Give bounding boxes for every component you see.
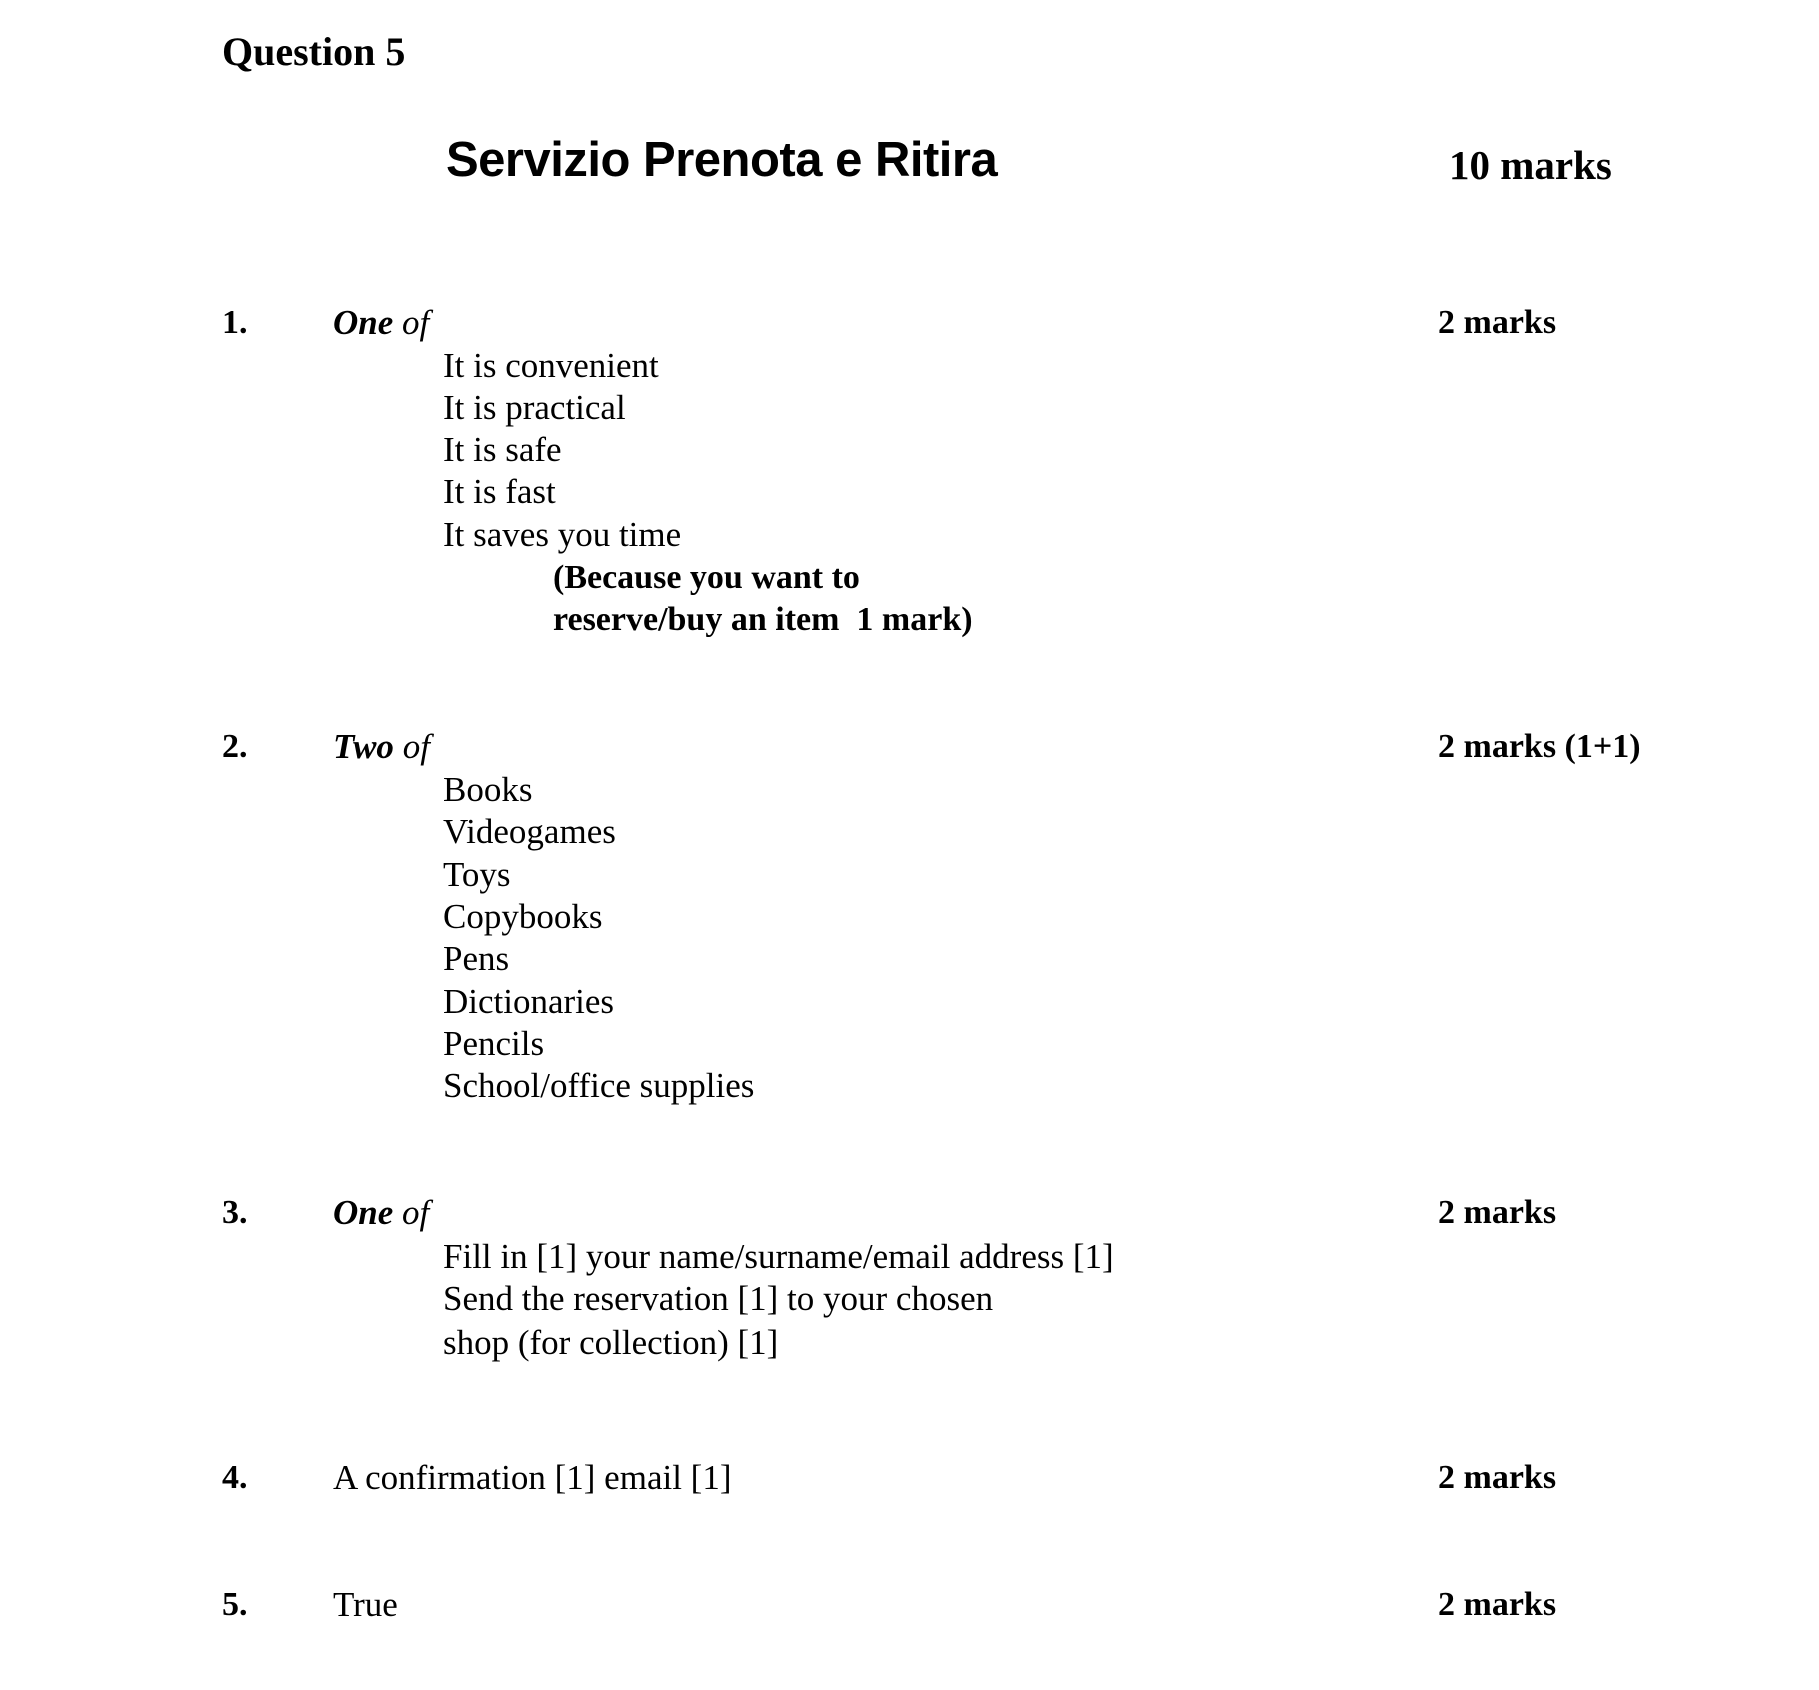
q3-item: Fill in [1] your name/surname/email address [1] — [443, 1237, 1114, 1276]
q3-lead-rest: of — [393, 1193, 430, 1232]
q2-marks: 2 marks (1+1) — [1438, 728, 1641, 765]
q1-note: (Because you want to — [553, 559, 860, 596]
q2-item: Videogames — [443, 812, 616, 851]
q2-lead-emphasis: Two — [333, 727, 394, 766]
q3-number: 3. — [222, 1194, 248, 1231]
q1-lead-rest: of — [393, 303, 430, 342]
q3-lead — [333, 1195, 429, 1230]
q1-lead-emphasis: One — [333, 303, 394, 342]
document-title: Servizio Prenota e Ritira — [446, 133, 998, 187]
total-marks: 10 marks — [1449, 142, 1612, 188]
q2-number: 2. — [222, 728, 248, 765]
q2-item: Books — [443, 770, 533, 809]
q2-item: School/office supplies — [443, 1066, 755, 1105]
q4-marks: 2 marks — [1438, 1459, 1557, 1496]
q3-item: shop (for collection) [1] — [443, 1323, 779, 1362]
q1-item: It is safe — [443, 430, 562, 469]
q5-number: 5. — [222, 1586, 248, 1623]
q2-item: Pens — [443, 939, 510, 978]
q3-lead-emphasis: One — [333, 1193, 394, 1232]
q1-item: It is convenient — [443, 346, 659, 385]
q4-answer: A confirmation [1] email [1] — [333, 1458, 732, 1497]
q1-marks: 2 marks — [1438, 304, 1557, 341]
q3-item: Send the reservation [1] to your chosen — [443, 1279, 994, 1318]
q5-marks: 2 marks — [1438, 1586, 1557, 1623]
q1-item: It is fast — [443, 472, 556, 511]
q3-marks: 2 marks — [1438, 1194, 1557, 1231]
q4-number: 4. — [222, 1459, 248, 1496]
q1-item: It is practical — [443, 388, 626, 427]
q1-item: It saves you time — [443, 515, 682, 554]
q2-lead-rest: of — [393, 727, 430, 766]
question-heading: Question 5 — [222, 29, 406, 74]
q2-item: Toys — [443, 855, 511, 894]
q1-number: 1. — [222, 304, 248, 341]
q2-item: Dictionaries — [443, 982, 615, 1021]
q1-lead — [333, 305, 429, 340]
q5-answer: True — [333, 1585, 398, 1624]
q1-note: reserve/buy an item 1 mark) — [553, 601, 973, 638]
q2-item: Pencils — [443, 1024, 545, 1063]
q2-lead — [333, 729, 430, 764]
q2-item: Copybooks — [443, 897, 603, 936]
